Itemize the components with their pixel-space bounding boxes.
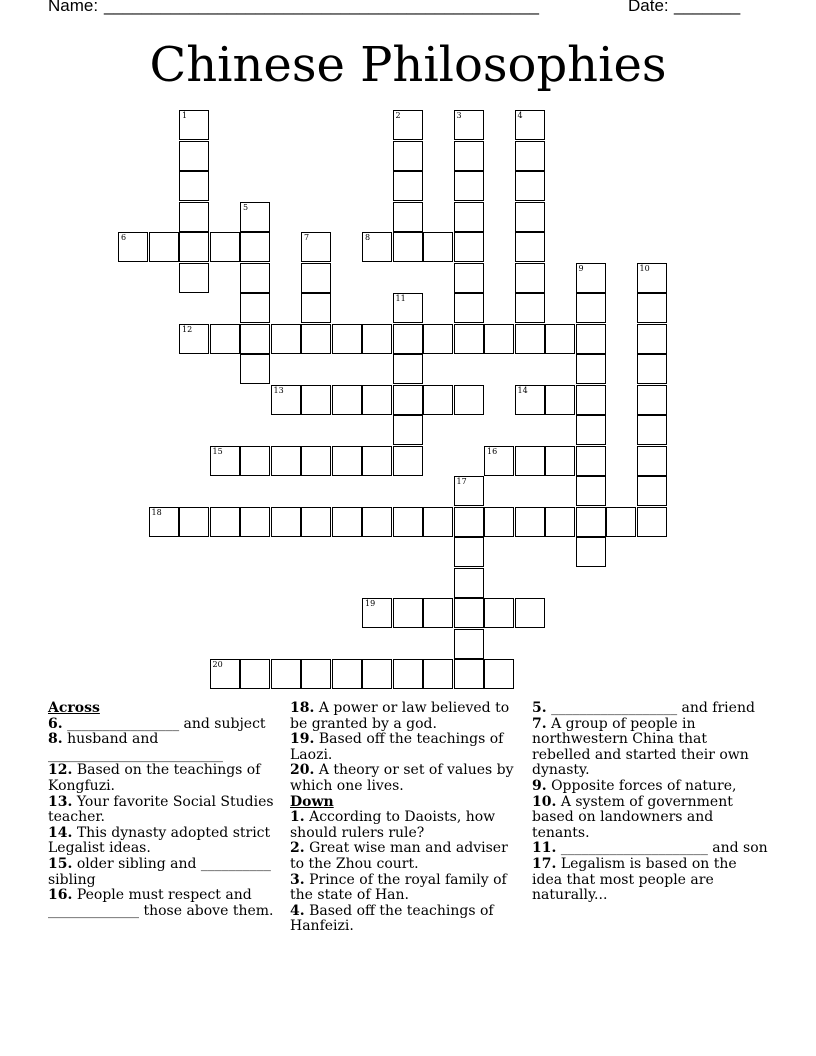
clue-text: older sibling and __________ sibling bbox=[48, 855, 271, 888]
grid-cell[interactable] bbox=[576, 415, 606, 445]
grid-cell[interactable] bbox=[271, 446, 301, 476]
grid-cell[interactable] bbox=[637, 476, 667, 506]
grid-cell[interactable] bbox=[240, 324, 270, 354]
clue-number: 4. bbox=[290, 902, 305, 919]
grid-cell[interactable] bbox=[240, 232, 270, 262]
grid-cell[interactable] bbox=[515, 202, 545, 232]
grid-cell[interactable] bbox=[454, 659, 484, 689]
grid-cell[interactable] bbox=[545, 324, 575, 354]
clue-text: ________________ and subject bbox=[67, 715, 266, 732]
clue-text: Based off the teachings of Hanfeizi. bbox=[290, 902, 494, 935]
grid-cell[interactable] bbox=[637, 263, 667, 293]
grid-cell[interactable] bbox=[271, 659, 301, 689]
grid-cell[interactable] bbox=[423, 598, 453, 628]
grid-cell[interactable] bbox=[484, 507, 514, 537]
grid-cell[interactable] bbox=[332, 385, 362, 415]
clue-number: 5. bbox=[532, 700, 547, 716]
down-clue bbox=[290, 904, 526, 935]
grid-cell[interactable] bbox=[576, 507, 606, 537]
cell-number: 9 bbox=[578, 263, 584, 273]
down-clue bbox=[532, 841, 768, 857]
grid-cell[interactable] bbox=[240, 354, 270, 384]
across-clue bbox=[290, 763, 526, 794]
cell-number: 1 bbox=[182, 111, 188, 120]
grid-cell[interactable] bbox=[393, 171, 423, 201]
grid-cell[interactable] bbox=[576, 324, 606, 354]
grid-cell[interactable] bbox=[454, 629, 484, 659]
across-clue bbox=[48, 857, 284, 888]
grid-cell[interactable] bbox=[515, 507, 545, 537]
clue-text: A theory or set of values by which one lives. bbox=[290, 762, 514, 794]
clue-text: Your favorite Social Studies teacher. bbox=[48, 793, 274, 826]
grid-cell[interactable] bbox=[484, 598, 514, 628]
across-clue bbox=[48, 732, 284, 763]
grid-cell[interactable] bbox=[393, 324, 423, 354]
clue-text: _____________________ and son bbox=[560, 840, 768, 857]
grid-cell[interactable] bbox=[423, 324, 453, 354]
clue-text: People must respect and _____________ those above them. bbox=[48, 887, 274, 919]
grid-cell[interactable] bbox=[210, 324, 240, 354]
down-clue bbox=[532, 701, 768, 717]
grid-cell[interactable] bbox=[637, 293, 667, 323]
grid-cell[interactable] bbox=[362, 385, 392, 415]
clue-number: 15. bbox=[48, 855, 73, 872]
grid-cell[interactable] bbox=[332, 659, 362, 689]
down-clue bbox=[532, 717, 768, 779]
clue-text: Opposite forces of nature, bbox=[551, 777, 737, 794]
grid-cell[interactable] bbox=[454, 263, 484, 293]
grid-cell[interactable] bbox=[515, 385, 545, 415]
clue-number: 1. bbox=[290, 809, 305, 826]
down-clue bbox=[532, 795, 768, 842]
clues-column-1 bbox=[48, 701, 284, 919]
grid-cell[interactable] bbox=[179, 110, 209, 140]
cell-number: 19 bbox=[365, 599, 376, 608]
clues-column-3 bbox=[532, 701, 768, 904]
clue-number: 10. bbox=[532, 793, 557, 810]
grid-cell[interactable] bbox=[332, 507, 362, 537]
cell-number: 12 bbox=[182, 324, 193, 334]
grid-cell[interactable] bbox=[210, 446, 240, 476]
clue-number: 17. bbox=[532, 855, 557, 872]
grid-cell[interactable] bbox=[515, 293, 545, 323]
grid-cell[interactable] bbox=[393, 385, 423, 415]
grid-cell[interactable] bbox=[545, 446, 575, 476]
cell-number: 20 bbox=[212, 660, 223, 669]
clue-number: 7. bbox=[532, 715, 547, 732]
grid-cell[interactable] bbox=[301, 263, 331, 293]
down-clue bbox=[290, 873, 526, 904]
grid-cell[interactable] bbox=[301, 324, 331, 354]
grid-cell[interactable] bbox=[393, 232, 423, 262]
grid-cell[interactable] bbox=[484, 446, 514, 476]
grid-cell[interactable] bbox=[484, 324, 514, 354]
grid-cell[interactable] bbox=[179, 141, 209, 171]
across-clue bbox=[48, 826, 284, 857]
cell-number: 17 bbox=[456, 477, 467, 486]
clue-number: 9. bbox=[532, 777, 547, 794]
grid-cell[interactable] bbox=[362, 598, 392, 628]
grid-cell[interactable] bbox=[484, 659, 514, 689]
grid-cell[interactable] bbox=[454, 232, 484, 262]
clue-number: 14. bbox=[48, 824, 73, 841]
grid-cell[interactable] bbox=[515, 263, 545, 293]
grid-cell[interactable] bbox=[240, 202, 270, 232]
grid-cell[interactable] bbox=[606, 507, 636, 537]
grid-cell[interactable] bbox=[454, 110, 484, 140]
clue-text: husband and _________________________ bbox=[48, 731, 223, 763]
clue-number: 13. bbox=[48, 793, 73, 810]
grid-cell[interactable] bbox=[576, 263, 606, 293]
cell-number: 10 bbox=[639, 263, 650, 273]
grid-cell[interactable] bbox=[637, 415, 667, 445]
cell-number: 8 bbox=[365, 233, 371, 242]
grid-cell[interactable] bbox=[576, 385, 606, 415]
grid-cell[interactable] bbox=[301, 293, 331, 323]
grid-cell[interactable] bbox=[454, 141, 484, 171]
grid-cell[interactable] bbox=[332, 446, 362, 476]
grid-cell[interactable] bbox=[454, 568, 484, 598]
down-clue bbox=[290, 841, 526, 872]
clue-text: Legalism is based on the idea that most people are naturally... bbox=[532, 855, 737, 904]
grid-cell[interactable] bbox=[454, 171, 484, 201]
grid-cell[interactable] bbox=[362, 446, 392, 476]
grid-cell[interactable] bbox=[454, 537, 484, 567]
grid-cell[interactable] bbox=[118, 232, 148, 262]
cell-number: 5 bbox=[243, 202, 249, 212]
grid-cell[interactable] bbox=[454, 202, 484, 232]
grid-cell[interactable] bbox=[545, 507, 575, 537]
clue-text: Based on the teachings of Kongfuzi. bbox=[48, 762, 261, 794]
clue-text: According to Daoists, how should rulers rule? bbox=[290, 809, 496, 841]
grid-cell[interactable] bbox=[301, 232, 331, 262]
clue-number: 19. bbox=[290, 731, 315, 748]
grid-cell[interactable] bbox=[637, 324, 667, 354]
grid-cell[interactable] bbox=[179, 232, 209, 262]
grid-cell[interactable] bbox=[454, 324, 484, 354]
grid-cell[interactable] bbox=[637, 507, 667, 537]
grid-cell[interactable] bbox=[515, 141, 545, 171]
clues-column-2 bbox=[290, 701, 526, 935]
grid-cell[interactable] bbox=[637, 354, 667, 384]
cell-number: 11 bbox=[395, 294, 406, 303]
clue-text: A group of people in northwestern China that rebelled and started their own dynasty. bbox=[532, 715, 749, 779]
grid-cell[interactable] bbox=[393, 110, 423, 140]
grid-cell[interactable] bbox=[362, 232, 392, 262]
clue-number: 12. bbox=[48, 762, 73, 779]
grid-cell[interactable] bbox=[515, 446, 545, 476]
grid-cell[interactable] bbox=[149, 507, 179, 537]
grid-cell[interactable] bbox=[179, 263, 209, 293]
grid-cell[interactable] bbox=[576, 293, 606, 323]
date-blank[interactable]: _______ bbox=[674, 0, 741, 15]
cell-number: 14 bbox=[517, 385, 528, 395]
clue-text: Prince of the royal family of the state of Han. bbox=[290, 871, 507, 904]
cell-number: 15 bbox=[212, 446, 223, 456]
grid-cell[interactable] bbox=[179, 507, 209, 537]
grid-cell[interactable] bbox=[271, 507, 301, 537]
grid-cell[interactable] bbox=[515, 324, 545, 354]
down-heading: Down bbox=[290, 793, 334, 810]
clue-number: 20. bbox=[290, 762, 315, 779]
grid-cell[interactable] bbox=[301, 385, 331, 415]
clue-number: 18. bbox=[290, 700, 315, 716]
grid-cell[interactable] bbox=[179, 324, 209, 354]
clue-number: 16. bbox=[48, 887, 73, 904]
grid-cell[interactable] bbox=[149, 232, 179, 262]
clue-number: 11. bbox=[532, 840, 557, 857]
grid-cell[interactable] bbox=[393, 354, 423, 384]
grid-cell[interactable] bbox=[576, 354, 606, 384]
across-clue bbox=[290, 732, 526, 763]
grid-cell[interactable] bbox=[210, 232, 240, 262]
grid-cell[interactable] bbox=[362, 324, 392, 354]
grid-cell[interactable] bbox=[332, 324, 362, 354]
grid-cell[interactable] bbox=[423, 507, 453, 537]
grid-cell[interactable] bbox=[393, 446, 423, 476]
grid-cell[interactable] bbox=[454, 598, 484, 628]
grid-cell[interactable] bbox=[393, 141, 423, 171]
grid-cell[interactable] bbox=[423, 659, 453, 689]
cell-number: 4 bbox=[517, 111, 523, 120]
grid-cell[interactable] bbox=[240, 446, 270, 476]
grid-cell[interactable] bbox=[210, 659, 240, 689]
grid-cell[interactable] bbox=[362, 659, 392, 689]
grid-cell[interactable] bbox=[393, 293, 423, 323]
page-title: Chinese Philosophies bbox=[149, 37, 667, 93]
grid-cell[interactable] bbox=[271, 385, 301, 415]
grid-cell[interactable] bbox=[362, 507, 392, 537]
across-clue bbox=[48, 763, 284, 794]
clue-text: This dynasty adopted strict Legalist ideas. bbox=[48, 824, 271, 857]
grid-cell[interactable] bbox=[515, 598, 545, 628]
grid-cell[interactable] bbox=[240, 507, 270, 537]
clue-number: 2. bbox=[290, 840, 305, 857]
cell-number: 7 bbox=[304, 233, 310, 242]
grid-cell[interactable] bbox=[515, 110, 545, 140]
grid-cell[interactable] bbox=[179, 171, 209, 201]
across-clue bbox=[290, 701, 526, 732]
name-blank[interactable]: ______________________________________________ bbox=[104, 0, 539, 15]
grid-cell[interactable] bbox=[454, 385, 484, 415]
cell-number: 2 bbox=[395, 111, 401, 120]
clue-text: Great wise man and adviser to the Zhou court. bbox=[290, 840, 508, 872]
clue-number: 3. bbox=[290, 871, 305, 888]
name-label: Name: bbox=[48, 0, 99, 15]
grid-cell[interactable] bbox=[301, 507, 331, 537]
clue-number: 6. bbox=[48, 715, 63, 732]
grid-cell[interactable] bbox=[393, 507, 423, 537]
clue-text: A power or law believed to be granted by a god. bbox=[290, 700, 510, 732]
grid-cell[interactable] bbox=[393, 202, 423, 232]
clue-text: A system of government based on landowners and tenants. bbox=[532, 793, 733, 841]
grid-cell[interactable] bbox=[271, 324, 301, 354]
cell-number: 3 bbox=[456, 111, 462, 120]
grid-cell[interactable] bbox=[301, 659, 331, 689]
grid-cell[interactable] bbox=[576, 537, 606, 567]
across-heading: Across bbox=[48, 700, 100, 716]
across-clue bbox=[48, 795, 284, 826]
down-clue bbox=[532, 779, 768, 795]
cell-number: 16 bbox=[487, 446, 498, 456]
grid-cell[interactable] bbox=[179, 202, 209, 232]
grid-cell[interactable] bbox=[515, 171, 545, 201]
grid-cell[interactable] bbox=[393, 598, 423, 628]
across-clue bbox=[48, 717, 284, 733]
grid-cell[interactable] bbox=[637, 385, 667, 415]
grid-cell[interactable] bbox=[301, 446, 331, 476]
grid-cell[interactable] bbox=[240, 293, 270, 323]
grid-cell[interactable] bbox=[393, 659, 423, 689]
cell-number: 6 bbox=[121, 233, 127, 242]
grid-cell[interactable] bbox=[423, 232, 453, 262]
down-clue bbox=[532, 857, 768, 904]
grid-cell[interactable] bbox=[210, 507, 240, 537]
across-clue bbox=[48, 888, 284, 919]
grid-cell[interactable] bbox=[454, 293, 484, 323]
grid-cell[interactable] bbox=[576, 476, 606, 506]
down-clue bbox=[290, 810, 526, 841]
cell-number: 18 bbox=[151, 507, 162, 517]
grid-cell[interactable] bbox=[454, 507, 484, 537]
grid-cell[interactable] bbox=[515, 232, 545, 262]
grid-cell[interactable] bbox=[423, 385, 453, 415]
grid-cell[interactable] bbox=[576, 446, 606, 476]
grid-cell[interactable] bbox=[545, 385, 575, 415]
clue-text: Based off the teachings of Laozi. bbox=[290, 731, 504, 763]
grid-cell[interactable] bbox=[454, 476, 484, 506]
grid-cell[interactable] bbox=[240, 263, 270, 293]
grid-cell[interactable] bbox=[240, 659, 270, 689]
grid-cell[interactable] bbox=[637, 446, 667, 476]
clue-number: 8. bbox=[48, 731, 63, 748]
cell-number: 13 bbox=[273, 385, 284, 395]
grid-cell[interactable] bbox=[393, 415, 423, 445]
clue-text: __________________ and friend bbox=[551, 700, 755, 716]
date-label: Date: bbox=[628, 0, 669, 15]
